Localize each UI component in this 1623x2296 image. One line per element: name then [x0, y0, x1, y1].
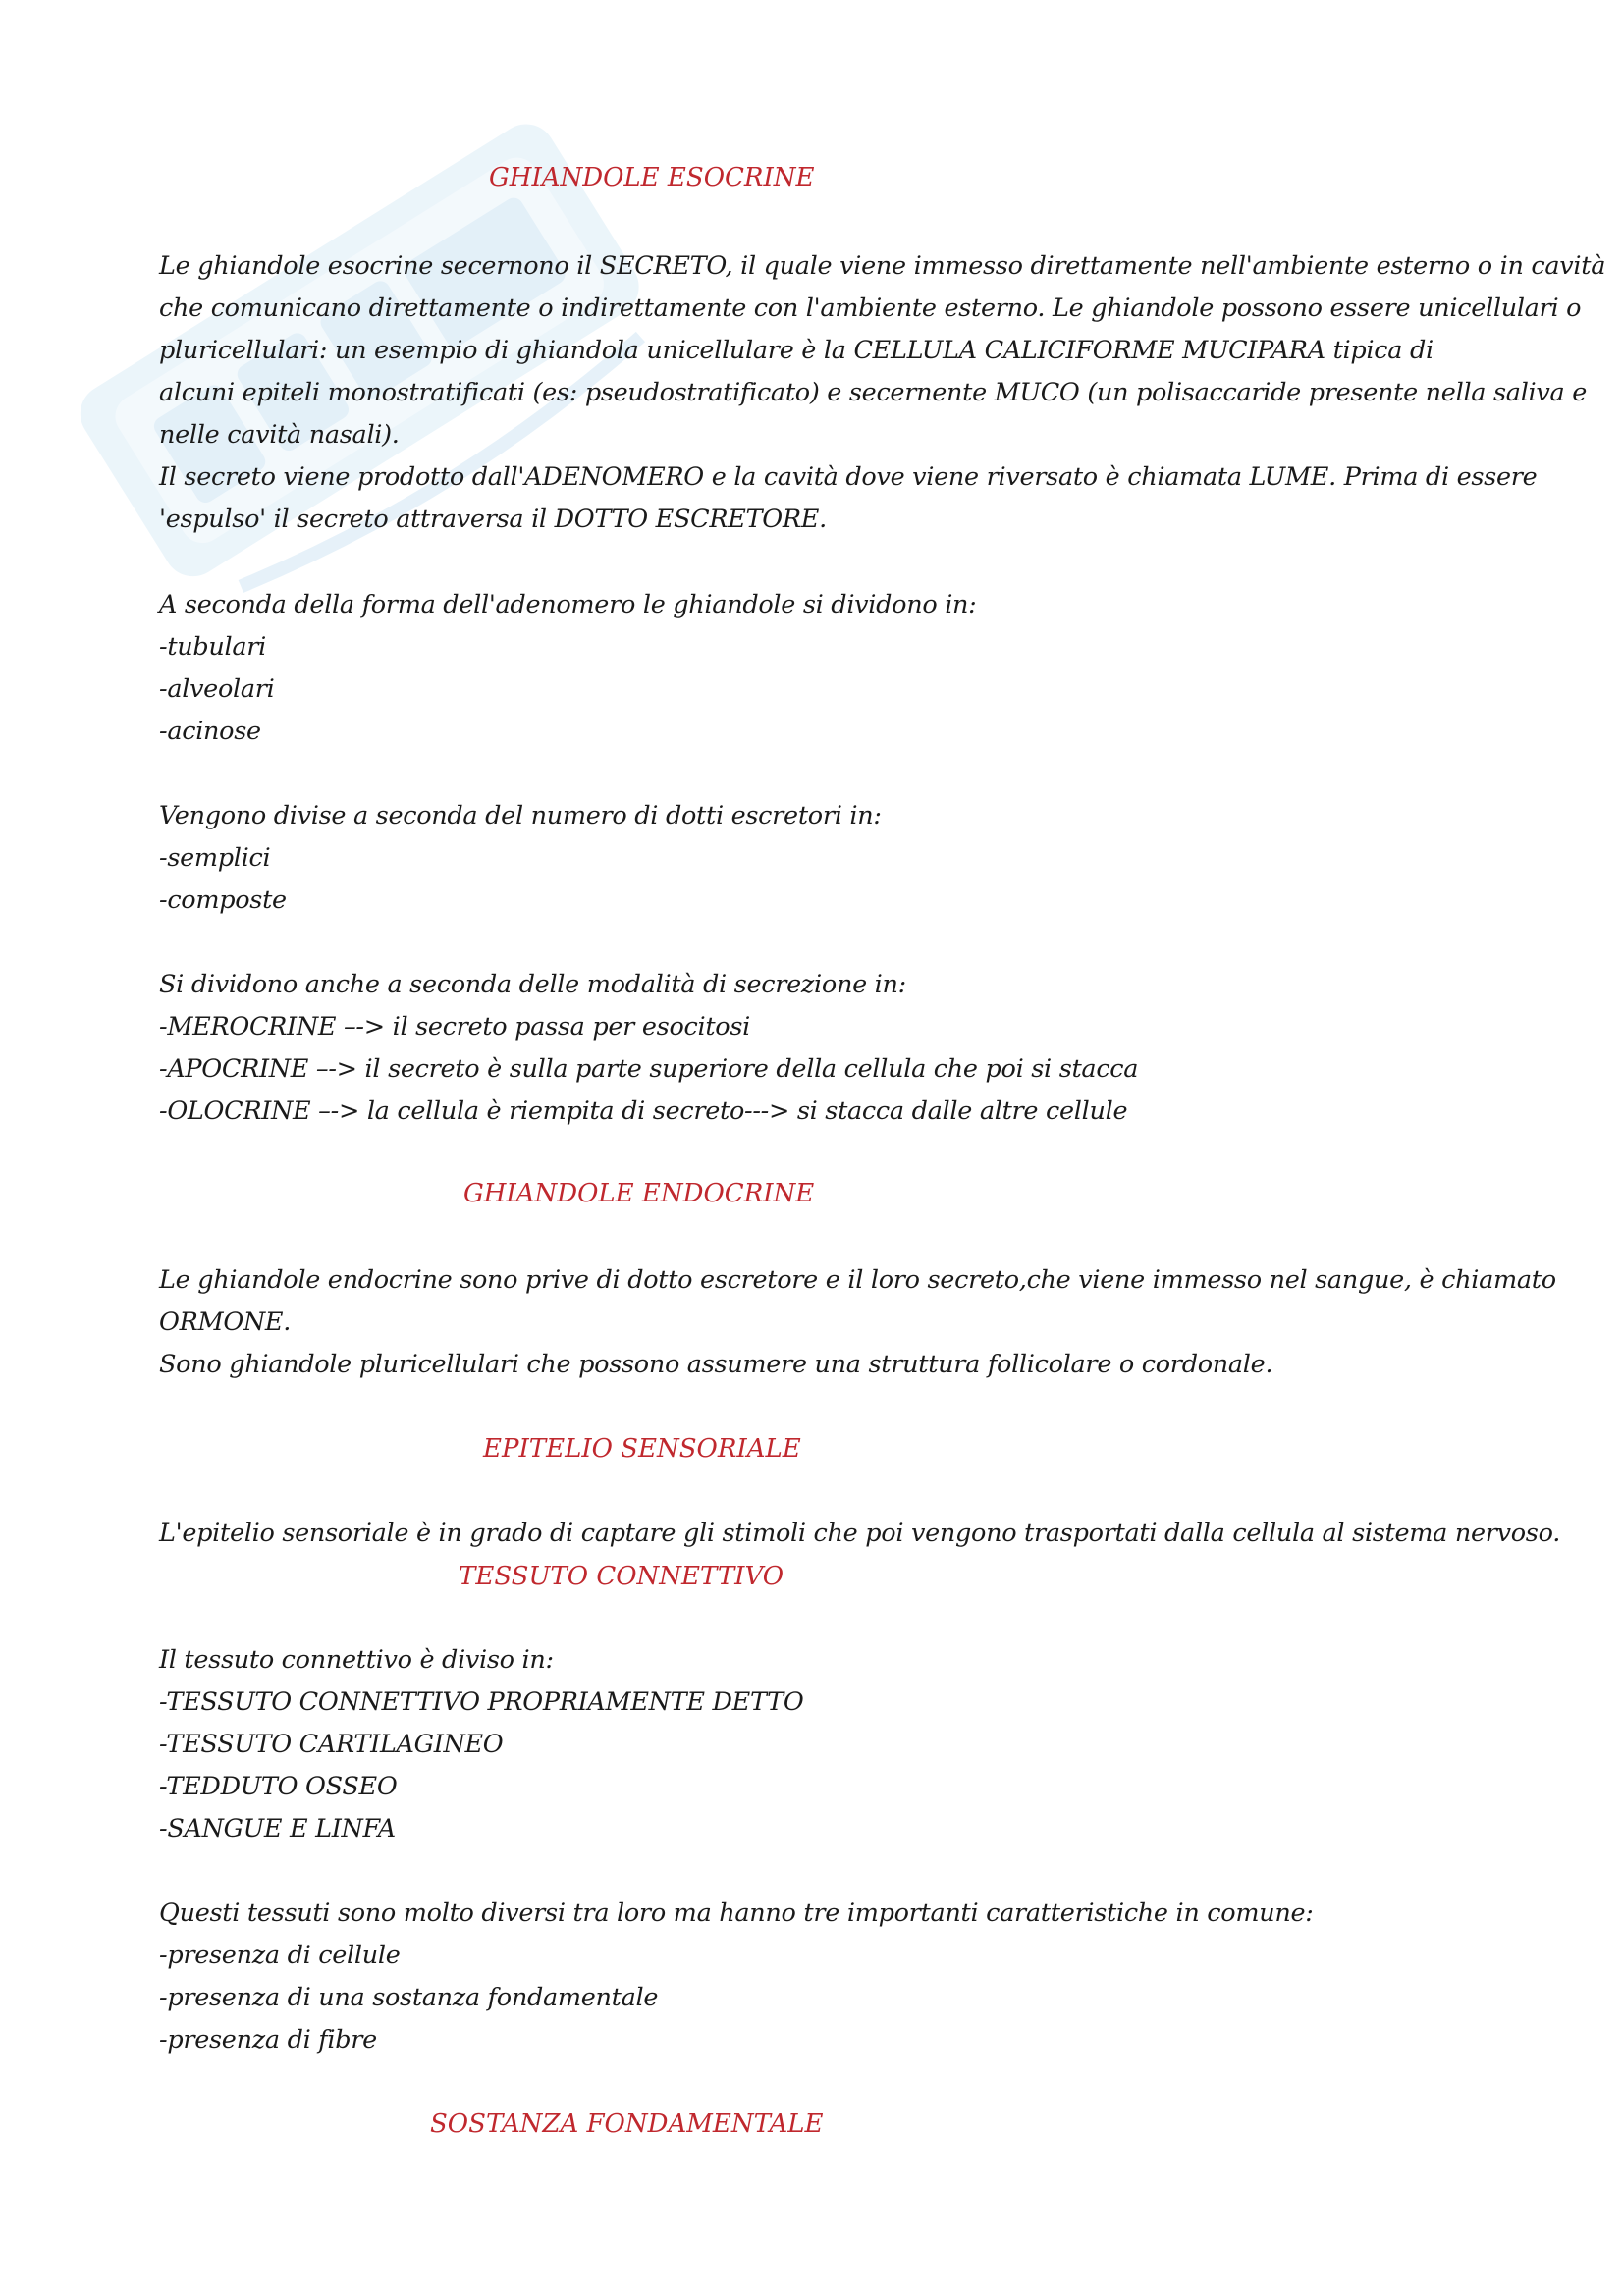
list-item: -TESSUTO CONNETTIVO PROPRIAMENTE DETTO: [159, 1687, 804, 1717]
esocrine-paragraph-line: pluricellulari: un esempio di ghiandola unicellulare è la CELLULA CALICIFORME MUCIPARA tipica di: [159, 336, 1434, 365]
list-item: -presenza di cellule: [159, 1941, 401, 1970]
esocrine-paragraph-line: Il secreto viene prodotto dall'ADENOMERO e la cavità dove viene riversato è chiamata LUME. Prima di essere: [159, 462, 1538, 492]
list-item: -OLOCRINE –-> la cellula è riempita di secreto---> si stacca dalle altre cellule: [159, 1096, 1128, 1126]
heading-ghiandole-endocrine: GHIANDOLE ENDOCRINE: [463, 1179, 815, 1208]
list-item: -composte: [159, 885, 287, 915]
list-item: -presenza di una sostanza fondamentale: [159, 1983, 659, 2012]
heading-ghiandole-esocrine: GHIANDOLE ESOCRINE: [489, 163, 815, 192]
secrezione-intro: Si dividono anche a seconda delle modalità di secrezione in:: [159, 970, 906, 999]
endocrine-paragraph-line: Le ghiandole endocrine sono prive di dotto escretore e il loro secreto,che viene immesso nel sangue, è chiamato: [159, 1265, 1556, 1295]
list-item: -tubulari: [159, 632, 267, 662]
caratteristiche-intro: Questi tessuti sono molto diversi tra loro ma hanno tre importanti caratteristiche in comune:: [159, 1898, 1314, 1928]
list-item: -MEROCRINE –-> il secreto passa per esocitosi: [159, 1012, 750, 1041]
dotti-intro: Vengono divise a seconda del numero di dotti escretori in:: [159, 801, 882, 830]
esocrine-paragraph-line: alcuni epiteli monostratificati (es: pseudostratificato) e secernente MUCO (un polisaccaride presente nella saliva e: [159, 378, 1588, 407]
list-item: -APOCRINE –-> il secreto è sulla parte superiore della cellula che poi si stacca: [159, 1054, 1139, 1084]
list-item: -SANGUE E LINFA: [159, 1814, 396, 1843]
heading-tessuto-connettivo: TESSUTO CONNETTIVO: [459, 1562, 784, 1591]
endocrine-paragraph-line: Sono ghiandole pluricellulari che possono assumere una struttura follicolare o cordonale.: [159, 1350, 1273, 1379]
esocrine-paragraph-line: 'espulso' il secreto attraversa il DOTTO ESCRETORE.: [159, 505, 827, 534]
esocrine-paragraph-line: Le ghiandole esocrine secernono il SECRETO, il quale viene immesso direttamente nell'ambiente esterno o in cavità: [159, 251, 1606, 281]
list-item: -presenza di fibre: [159, 2025, 377, 2055]
list-item: -TESSUTO CARTILAGINEO: [159, 1730, 504, 1759]
forma-intro: A seconda della forma dell'adenomero le ghiandole si dividono in:: [159, 590, 977, 619]
esocrine-paragraph-line: nelle cavità nasali).: [159, 420, 400, 450]
heading-epitelio-sensoriale: EPITELIO SENSORIALE: [483, 1434, 801, 1464]
list-item: -alveolari: [159, 674, 275, 704]
list-item: -TEDDUTO OSSEO: [159, 1772, 398, 1801]
esocrine-paragraph-line: che comunicano direttamente o indirettamente con l'ambiente esterno. Le ghiandole possono essere unicellulari o: [159, 294, 1582, 323]
heading-sostanza-fondamentale: SOSTANZA FONDAMENTALE: [430, 2109, 824, 2139]
connettivo-intro: Il tessuto connettivo è diviso in:: [159, 1645, 554, 1675]
list-item: -acinose: [159, 717, 261, 746]
sensoriale-paragraph: L'epitelio sensoriale è in grado di captare gli stimoli che poi vengono trasportati dalla cellula al sistema nervoso.: [159, 1519, 1561, 1548]
list-item: -semplici: [159, 843, 271, 873]
endocrine-paragraph-line: ORMONE.: [159, 1308, 292, 1337]
